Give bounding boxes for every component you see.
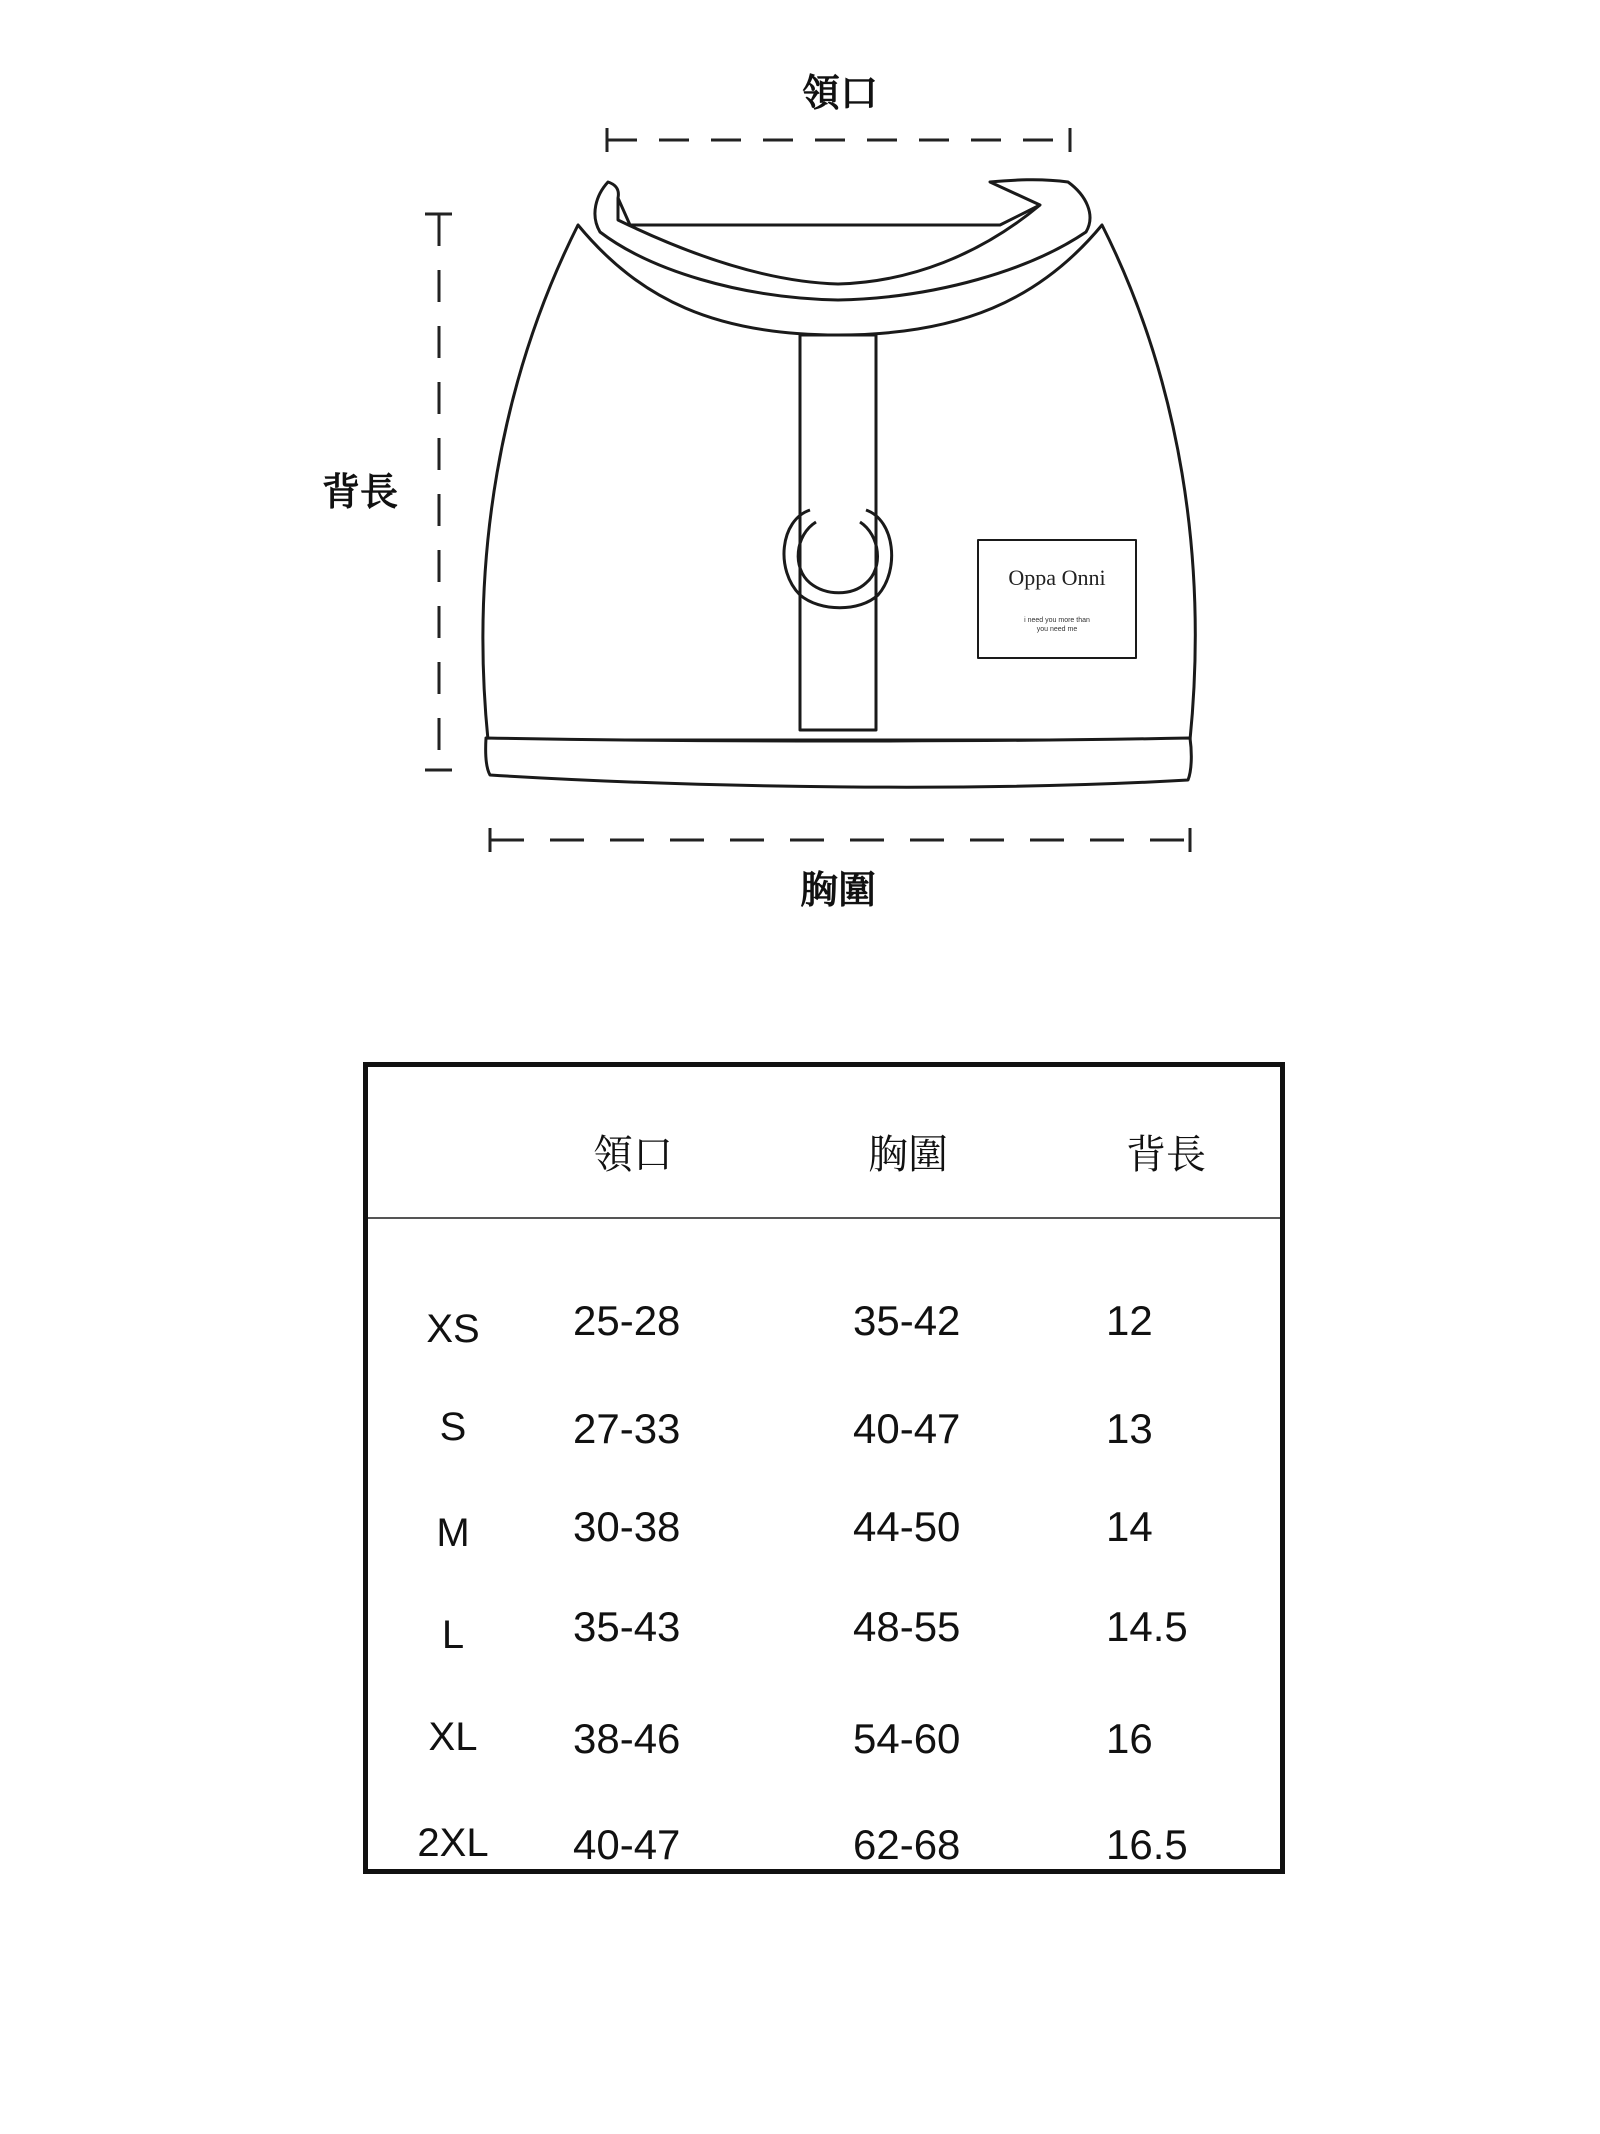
header-chest: 胸圍 [868,1132,948,1178]
size-chart-table [363,1062,1285,1874]
size-cell: XL [428,1715,478,1759]
chest-cell: 35-42 [853,1297,961,1344]
chest-cell: 40-47 [853,1405,961,1452]
table-row [368,1497,1280,1557]
back-length-cell: 14 [1106,1503,1153,1550]
chest-cell: 62-68 [853,1821,961,1868]
neck-cell: 30-38 [573,1503,681,1550]
size-cell: M [436,1511,470,1555]
brand-tag-line-1: i need you more than [1024,617,1090,624]
size-cell: XS [426,1307,480,1351]
header-back-length: 背長 [1126,1132,1206,1178]
back-length-cell: 12 [1106,1297,1153,1344]
neck-cell: 40-47 [573,1821,681,1868]
table-row [368,1709,1280,1769]
table-row [368,1291,1280,1351]
chest-cell: 44-50 [853,1503,961,1550]
size-cell: S [439,1405,467,1449]
harness-diagram [0,0,1600,960]
size-cell: L [441,1613,465,1657]
back-length-cell: 13 [1106,1405,1153,1452]
harness-vest [483,180,1195,787]
neck-label: 領口 [801,71,879,115]
table-row [368,1597,1280,1657]
neck-cell: 35-43 [573,1603,681,1650]
back-length-dimension-line [425,214,452,770]
chest-dimension-line [490,828,1190,852]
table-row [368,1815,1280,1875]
neck-cell: 38-46 [573,1715,681,1762]
brand-tag-line-2: you need me [1036,626,1078,633]
back-length-label: 背長 [321,470,399,514]
table-row [368,1399,1280,1459]
brand-tag [978,540,1136,658]
back-length-cell: 16.5 [1106,1821,1188,1868]
brand-tag-title: Oppa Onni [1008,565,1106,590]
chest-label: 胸圍 [799,868,877,912]
back-length-cell: 16 [1106,1715,1153,1762]
chest-cell: 54-60 [853,1715,961,1762]
neck-cell: 27-33 [573,1405,681,1452]
back-length-cell: 14.5 [1106,1603,1188,1650]
neck-dimension-line [607,128,1070,152]
neck-cell: 25-28 [573,1297,681,1344]
table-header-row [368,1067,1280,1219]
size-cell: 2XL [417,1821,489,1865]
chest-cell: 48-55 [853,1603,961,1650]
header-neck: 領口 [593,1132,673,1178]
